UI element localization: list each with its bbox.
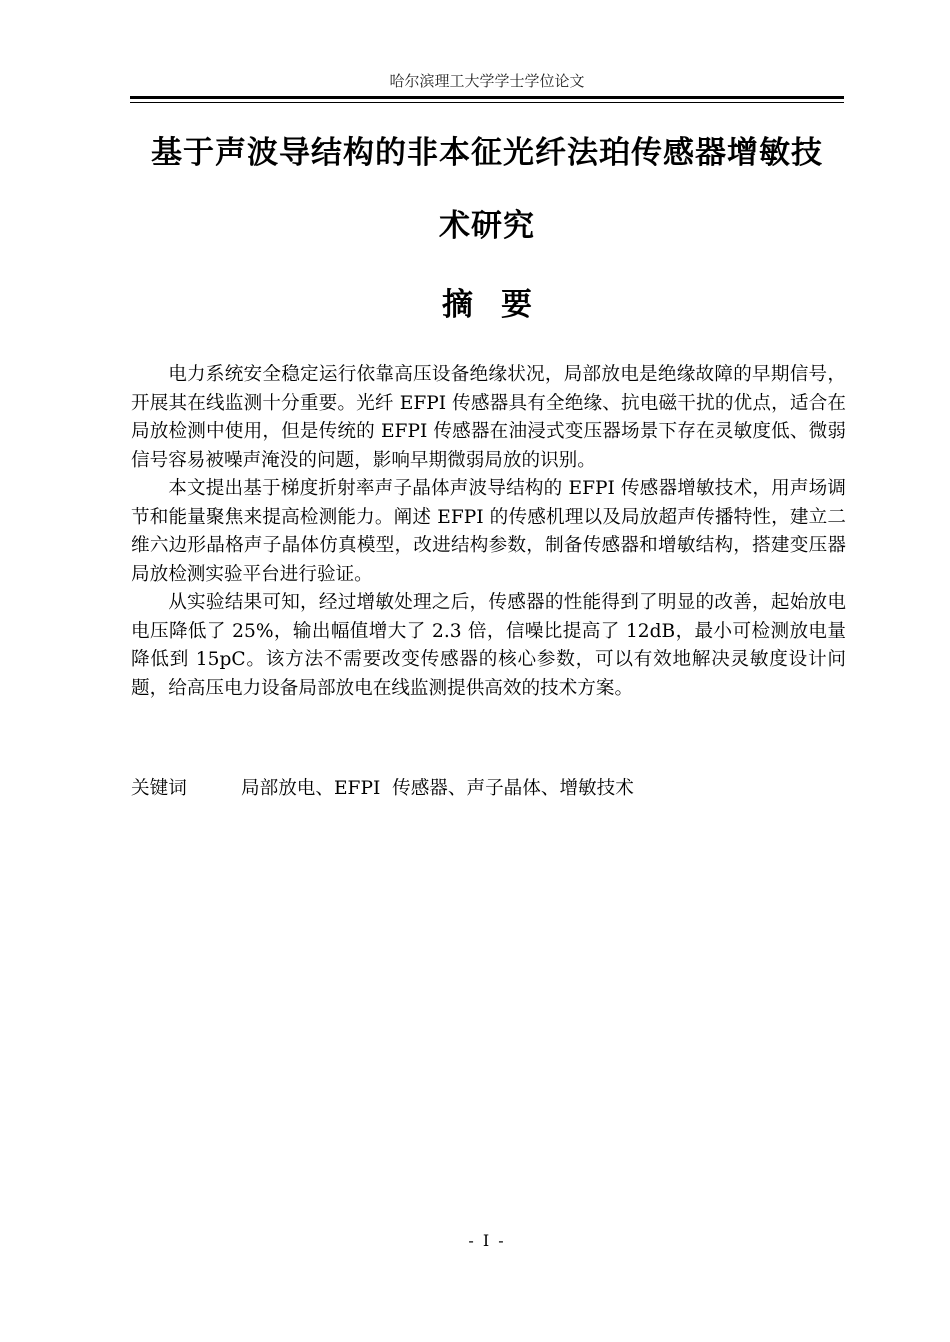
abstract-paragraph-3: 从实验结果可知，经过增敏处理之后，传感器的性能得到了明显的改善，起始放电电压降低了 25%，输出幅值增大了 2.3 倍，信噪比提高了 12dB，最小可检测放电量降低到 15pC。该方法不需要改变传感器的核心参数，可以有效地解决灵敏度设计问题，给高压电力设备局部放电在线监测提供高效的技术方案。	[131, 592, 846, 699]
running-header: 哈尔滨理工大学学士学位论文	[389, 72, 585, 90]
keywords-value: 局部放电、EFPI 传感器、声子晶体、增敏技术	[241, 778, 634, 799]
thesis-title-line-2: 术研究	[439, 208, 535, 244]
page-number: - I -	[468, 1231, 506, 1250]
abstract-paragraph-1: 电力系统安全稳定运行依靠高压设备绝缘状况，局部放电是绝缘故障的早期信号，开展其在线监测十分重要。光纤 EFPI 传感器具有全绝缘、抗电磁干扰的优点，适合在局放检测中使用，但是传统的 EFPI 传感器在油浸式变压器场景下存在灵敏度低、微弱信号容易被噪声淹没的问题，影响早期微弱局放的识别。	[131, 364, 846, 471]
keywords-label: 关键词	[131, 778, 187, 799]
abstract-body	[131, 361, 846, 703]
abstract-paragraph-2: 本文提出基于梯度折射率声子晶体声波导结构的 EFPI 传感器增敏技术，用声场调节和能量聚焦来提高检测能力。阐述 EFPI 的传感机理以及局放超声传播特性，建立二维六边形晶格声子晶体仿真模型，改进结构参数，制备传感器和增敏结构，搭建变压器局放检测实验平台进行验证。	[131, 478, 846, 585]
header-rule-thick	[130, 96, 844, 99]
thesis-title-line-1: 基于声波导结构的非本征光纤法珀传感器增敏技	[151, 135, 823, 171]
header-rule-thin	[130, 102, 844, 103]
abstract-heading: 摘要	[442, 287, 560, 323]
keywords	[131, 775, 846, 803]
